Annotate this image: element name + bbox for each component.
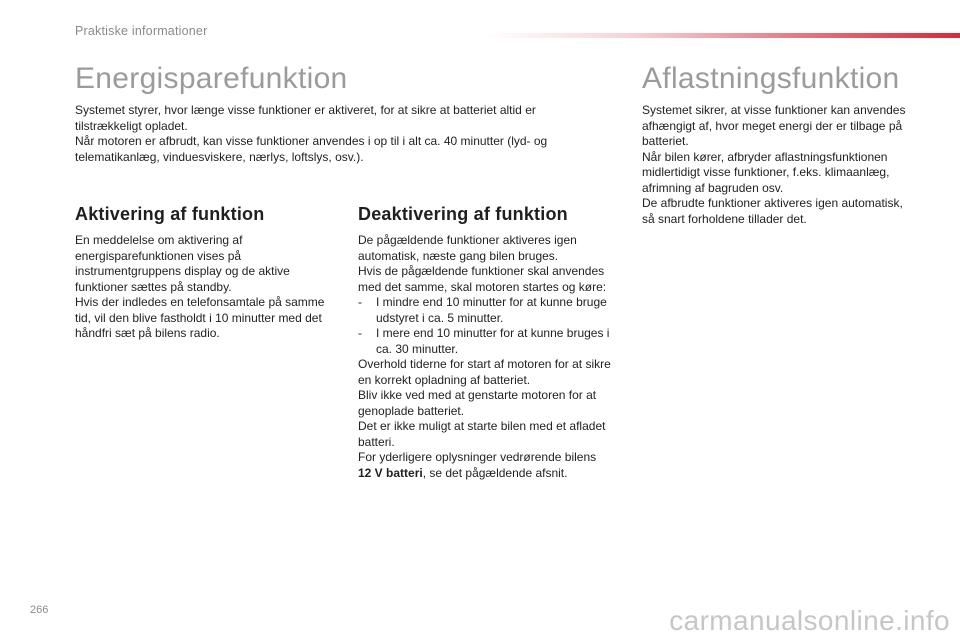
- activation-text: [75, 233, 337, 342]
- deactivation-paragraph-5: Det er ikke muligt at starte bilen med et afladet batteri.: [358, 419, 606, 449]
- more-info-text: For yderligere oplysninger vedrørende bilens: [358, 450, 597, 464]
- activation-heading: Aktivering af funktion: [75, 204, 265, 224]
- energy-saving-intro: [75, 103, 575, 165]
- watermark: carmanualsonline.info: [669, 605, 950, 636]
- bullet-dash: -: [358, 326, 362, 340]
- bullet-text: I mere end 10 minutter for at kunne bruges i ca. 30 minutter.: [376, 326, 610, 356]
- page-number: 266: [30, 604, 49, 616]
- deactivation-text: [358, 233, 624, 481]
- deactivation-paragraph-6: [358, 450, 624, 481]
- offload-paragraph-1: Systemet sikrer, at visse funktioner kan anvendes afhængigt af, hvor meget energi der er tilbage på batteriet.: [642, 103, 906, 148]
- deactivation-heading: Deaktivering af funktion: [358, 204, 568, 224]
- deactivation-paragraph-3: Overhold tiderne for start af motoren for at sikre en korrekt opladning af batteriet.: [358, 357, 611, 387]
- deactivation-bullet-2: [358, 326, 624, 357]
- bullet-dash: -: [358, 295, 362, 309]
- section-header: Praktiske informationer: [75, 24, 208, 38]
- deactivation-paragraph-4: Bliv ikke ved med at genstarte motoren for at genoplade batteriet.: [358, 388, 597, 418]
- activation-paragraph-2: Hvis der indledes en telefonsamtale på samme tid, vil den blive fastholdt i 10 minutter med det håndfri sæt på bilens radio.: [75, 295, 325, 340]
- deactivation-paragraph-2: Hvis de pågældende funktioner skal anvendes med det samme, skal motoren startes og køre:: [358, 264, 607, 294]
- energy-intro-paragraph-1: Systemet styrer, hvor længe visse funktioner er aktiveret, for at sikre at batteriet altid er tilstrækkeligt opladet.: [75, 103, 536, 133]
- offload-title: Aflastningsfunktion: [642, 62, 900, 95]
- offload-paragraph-3: De afbrudte funktioner aktiveres igen automatisk, så snart forholdene tillader det.: [642, 196, 903, 226]
- energy-saving-title: Energisparefunktion: [75, 62, 348, 95]
- deactivation-paragraph-1: De pågældende funktioner aktiveres igen automatisk, næste gang bilen bruges.: [358, 233, 577, 263]
- more-info-suffix: , se det pågældende afsnit.: [422, 465, 568, 480]
- header-accent-bar: [488, 33, 960, 38]
- energy-intro-paragraph-2: Når motoren er afbrudt, kan visse funktioner anvendes i op til i alt ca. 40 minutter (lyd- og telematikanlæg, vinduesviskere, nærlys, loftslys, osv.).: [75, 134, 548, 164]
- activation-paragraph-1: En meddelelse om aktivering af energisparefunktionen vises på instrumentgruppens display og de aktive funktioner sættes på standby.: [75, 233, 290, 294]
- deactivation-bullet-1: [358, 295, 624, 326]
- battery-reference: 12 V batteri: [358, 465, 423, 480]
- bullet-text: I mindre end 10 minutter for at kunne bruge udstyret i ca. 5 minutter.: [376, 295, 607, 325]
- offload-text: [642, 103, 907, 227]
- offload-paragraph-2: Når bilen kører, afbryder aflastningsfunktionen midlertidigt visse funktioner, f.eks. klimaanlæg, afrimning af bagruden osv.: [642, 149, 890, 195]
